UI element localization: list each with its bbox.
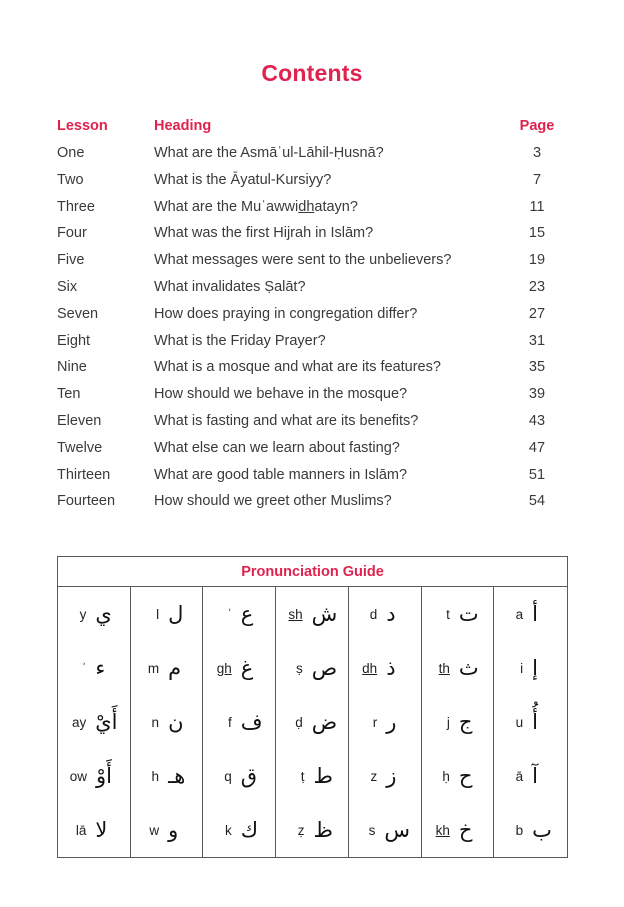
pronunciation-arabic: ع bbox=[240, 601, 254, 626]
pronunciation-latin: ṣ bbox=[296, 660, 303, 676]
toc-page-number: 35 bbox=[528, 359, 546, 376]
pronunciation-cell bbox=[58, 749, 131, 803]
pronunciation-latin: ʾ bbox=[81, 660, 87, 676]
pronunciation-arabic: أَوْ bbox=[95, 763, 112, 788]
pronunciation-arabic: ص bbox=[311, 655, 338, 680]
toc-heading-label: What else can we learn about fasting? bbox=[154, 439, 400, 456]
pronunciation-latin: q bbox=[224, 768, 232, 784]
toc-page-number: 3 bbox=[532, 145, 542, 161]
pronunciation-latin: t bbox=[446, 606, 450, 622]
pronunciation-cell bbox=[203, 695, 276, 749]
pronunciation-latin: ṭ bbox=[300, 768, 305, 784]
pronunciation-cell bbox=[131, 587, 204, 641]
pronunciation-latin: z bbox=[370, 768, 378, 784]
toc-page-number: 39 bbox=[528, 386, 546, 403]
pronunciation-latin: dh bbox=[362, 660, 378, 676]
toc-row[interactable] bbox=[57, 306, 567, 333]
pronunciation-cell bbox=[349, 803, 422, 857]
toc-row[interactable] bbox=[57, 199, 567, 226]
pronunciation-cell bbox=[131, 749, 204, 803]
toc-page-number: 27 bbox=[528, 305, 546, 322]
pronunciation-arabic: ل bbox=[168, 601, 184, 626]
toc-lesson-label: Six bbox=[57, 278, 78, 295]
toc-page-number: 7 bbox=[532, 171, 542, 188]
toc-heading-label: What are good table manners in Islām? bbox=[154, 466, 408, 483]
pronunciation-cell bbox=[58, 803, 131, 857]
pronunciation-latin: n bbox=[151, 714, 160, 730]
pronunciation-latin: ow bbox=[69, 768, 87, 784]
pronunciation-cell bbox=[494, 587, 567, 641]
pronunciation-cell bbox=[276, 641, 349, 695]
pronunciation-arabic: آ bbox=[532, 763, 538, 788]
pronunciation-arabic: ت bbox=[458, 601, 479, 626]
toc-row[interactable] bbox=[57, 145, 567, 172]
table-of-contents bbox=[57, 118, 567, 520]
pronunciation-arabic: ك bbox=[240, 817, 259, 842]
pronunciation-latin: kh bbox=[435, 822, 450, 838]
toc-lesson-label: Eight bbox=[57, 332, 91, 349]
pronunciation-arabic: إ bbox=[532, 655, 538, 680]
pronunciation-latin: a bbox=[515, 606, 524, 622]
pronunciation-latin: u bbox=[515, 714, 524, 730]
toc-row[interactable] bbox=[57, 279, 567, 306]
pronunciation-latin: ḥ bbox=[442, 768, 450, 784]
pronunciation-arabic: ظ bbox=[313, 817, 333, 842]
toc-header-row bbox=[57, 118, 567, 145]
pronunciation-arabic: ج bbox=[458, 709, 473, 734]
toc-body bbox=[57, 145, 567, 520]
toc-row[interactable] bbox=[57, 225, 567, 252]
toc-heading-label: What is the Friday Prayer? bbox=[154, 332, 326, 349]
pronunciation-arabic: ش bbox=[311, 601, 338, 626]
pronunciation-latin: ay bbox=[71, 714, 87, 730]
pronunciation-latin: lā bbox=[75, 822, 87, 838]
toc-lesson-label: Twelve bbox=[57, 439, 103, 456]
toc-page-number: 15 bbox=[528, 225, 546, 242]
toc-heading-label: How should we greet other Muslims? bbox=[154, 493, 392, 510]
pronunciation-cell bbox=[276, 803, 349, 857]
toc-lesson-label: Five bbox=[57, 252, 85, 269]
pronunciation-cell bbox=[58, 641, 131, 695]
toc-heading-label: What are the Asmāʾul-Lāhil-Ḥusnā? bbox=[154, 145, 384, 161]
pronunciation-guide-grid bbox=[58, 587, 567, 857]
pronunciation-cell bbox=[494, 641, 567, 695]
pronunciation-latin: l bbox=[156, 606, 160, 622]
pronunciation-latin: sh bbox=[288, 606, 303, 622]
pronunciation-cell bbox=[349, 695, 422, 749]
pronunciation-latin: ḍ bbox=[295, 714, 303, 730]
pronunciation-cell bbox=[203, 587, 276, 641]
pronunciation-cell bbox=[203, 641, 276, 695]
toc-heading-part: atayn? bbox=[314, 198, 358, 215]
pronunciation-arabic: ذ bbox=[386, 655, 396, 680]
toc-page-number: 47 bbox=[528, 439, 546, 456]
pronunciation-arabic: أَيْ bbox=[95, 709, 118, 734]
pronunciation-latin: m bbox=[147, 660, 160, 676]
pronunciation-arabic: ر bbox=[386, 709, 397, 734]
pronunciation-latin: s bbox=[368, 822, 376, 838]
pronunciation-arabic: م bbox=[168, 655, 182, 680]
pronunciation-cell bbox=[58, 695, 131, 749]
toc-heading-label: What is the Āyatul-Kursiyy? bbox=[154, 171, 332, 188]
pronunciation-cell bbox=[276, 587, 349, 641]
pronunciation-arabic: لا bbox=[95, 817, 108, 842]
pronunciation-arabic: ي bbox=[95, 601, 112, 626]
pronunciation-arabic: د bbox=[386, 601, 396, 626]
toc-row[interactable] bbox=[57, 413, 567, 440]
pronunciation-arabic: خ bbox=[458, 817, 473, 842]
pronunciation-cell bbox=[349, 587, 422, 641]
pronunciation-arabic: س bbox=[384, 817, 411, 842]
toc-header-page: Page bbox=[519, 118, 555, 134]
toc-page-number: 51 bbox=[528, 466, 546, 483]
toc-heading-label: What is a mosque and what are its features? bbox=[154, 359, 441, 376]
toc-heading-part: What are the Muʿawwi bbox=[154, 198, 299, 215]
pronunciation-arabic: ح bbox=[458, 763, 473, 788]
pronunciation-cell bbox=[422, 803, 495, 857]
toc-heading-label: How does praying in congregation differ? bbox=[154, 305, 418, 322]
toc-heading-label: What is fasting and what are its benefits? bbox=[154, 412, 419, 429]
pronunciation-cell bbox=[422, 641, 495, 695]
pronunciation-cell bbox=[494, 803, 567, 857]
pronunciation-arabic: هـ bbox=[168, 763, 186, 788]
pronunciation-latin: ʿ bbox=[227, 606, 232, 622]
pronunciation-arabic: غ bbox=[240, 655, 254, 680]
toc-lesson-label: One bbox=[57, 145, 85, 161]
toc-lesson-label: Fourteen bbox=[57, 493, 116, 510]
toc-row[interactable] bbox=[57, 493, 567, 520]
pronunciation-latin: ẓ bbox=[297, 822, 305, 838]
pronunciation-latin: gh bbox=[216, 660, 232, 676]
toc-heading-underlined-part: dh bbox=[298, 198, 315, 215]
toc-lesson-label: Four bbox=[57, 225, 87, 242]
pronunciation-latin: h bbox=[151, 768, 160, 784]
toc-lesson-label: Three bbox=[57, 198, 95, 215]
toc-heading-label: What messages were sent to the unbelievers? bbox=[154, 252, 452, 269]
pronunciation-arabic: ض bbox=[311, 709, 338, 734]
toc-header-lesson: Lesson bbox=[57, 118, 108, 134]
pronunciation-latin: y bbox=[79, 606, 87, 622]
pronunciation-latin: w bbox=[149, 822, 160, 838]
toc-page-number: 43 bbox=[528, 412, 546, 429]
pronunciation-latin: b bbox=[515, 822, 524, 838]
pronunciation-latin: f bbox=[228, 714, 232, 730]
pronunciation-cell bbox=[422, 749, 495, 803]
toc-row[interactable] bbox=[57, 467, 567, 494]
pronunciation-latin: d bbox=[369, 606, 378, 622]
pronunciation-arabic: ز bbox=[386, 763, 397, 788]
toc-row[interactable] bbox=[57, 252, 567, 279]
pronunciation-cell bbox=[131, 803, 204, 857]
pronunciation-cell bbox=[494, 695, 567, 749]
pronunciation-latin: i bbox=[520, 660, 524, 676]
toc-header-heading: Heading bbox=[154, 118, 212, 134]
toc-row[interactable] bbox=[57, 359, 567, 386]
toc-lesson-label: Eleven bbox=[57, 412, 102, 429]
pronunciation-latin: th bbox=[438, 660, 450, 676]
toc-row[interactable] bbox=[57, 440, 567, 467]
pronunciation-guide-title: Pronunciation Guide bbox=[58, 557, 567, 587]
toc-row[interactable] bbox=[57, 386, 567, 413]
pronunciation-cell bbox=[58, 587, 131, 641]
pronunciation-latin: ā bbox=[515, 768, 524, 784]
pronunciation-arabic: ء bbox=[95, 655, 106, 680]
pronunciation-cell bbox=[422, 587, 495, 641]
pronunciation-arabic: و bbox=[168, 817, 179, 842]
toc-page-number: 23 bbox=[528, 278, 546, 295]
toc-lesson-label: Two bbox=[57, 171, 84, 188]
toc-heading-label bbox=[154, 199, 507, 215]
pronunciation-arabic: ف bbox=[240, 709, 263, 734]
toc-lesson-label: Seven bbox=[57, 305, 99, 322]
toc-lesson-label: Thirteen bbox=[57, 466, 111, 483]
pronunciation-cell bbox=[349, 641, 422, 695]
toc-row[interactable] bbox=[57, 172, 567, 199]
pronunciation-cell bbox=[203, 803, 276, 857]
pronunciation-cell bbox=[203, 749, 276, 803]
toc-row[interactable] bbox=[57, 333, 567, 360]
pronunciation-cell bbox=[131, 641, 204, 695]
pronunciation-cell bbox=[422, 695, 495, 749]
pronunciation-cell bbox=[494, 749, 567, 803]
pronunciation-cell bbox=[276, 695, 349, 749]
toc-lesson-label: Ten bbox=[57, 386, 81, 403]
toc-page-number: 19 bbox=[528, 252, 546, 269]
pronunciation-cell bbox=[276, 749, 349, 803]
pronunciation-latin: k bbox=[225, 822, 232, 838]
pronunciation-arabic: أُ bbox=[532, 709, 538, 734]
toc-page-number: 31 bbox=[528, 332, 546, 349]
pronunciation-arabic: ث bbox=[458, 655, 479, 680]
pronunciation-arabic: ط bbox=[313, 763, 333, 788]
toc-heading-label: What invalidates Ṣalāt? bbox=[154, 278, 306, 295]
toc-heading-label: What was the first Hijrah in Islām? bbox=[154, 225, 374, 242]
toc-lesson-label: Nine bbox=[57, 359, 87, 376]
pronunciation-arabic: ن bbox=[168, 709, 184, 734]
pronunciation-arabic: ب bbox=[532, 817, 552, 842]
toc-page-number: 11 bbox=[529, 198, 545, 215]
pronunciation-guide bbox=[57, 556, 568, 858]
pronunciation-latin: j bbox=[446, 714, 450, 730]
pronunciation-latin: r bbox=[372, 714, 378, 730]
pronunciation-arabic: ق bbox=[240, 763, 258, 788]
pronunciation-arabic: أ bbox=[532, 601, 538, 626]
toc-heading-label: How should we behave in the mosque? bbox=[154, 386, 408, 403]
pronunciation-cell bbox=[131, 695, 204, 749]
pronunciation-cell bbox=[349, 749, 422, 803]
page-title: Contents bbox=[261, 60, 363, 86]
toc-page-number: 54 bbox=[528, 493, 546, 510]
